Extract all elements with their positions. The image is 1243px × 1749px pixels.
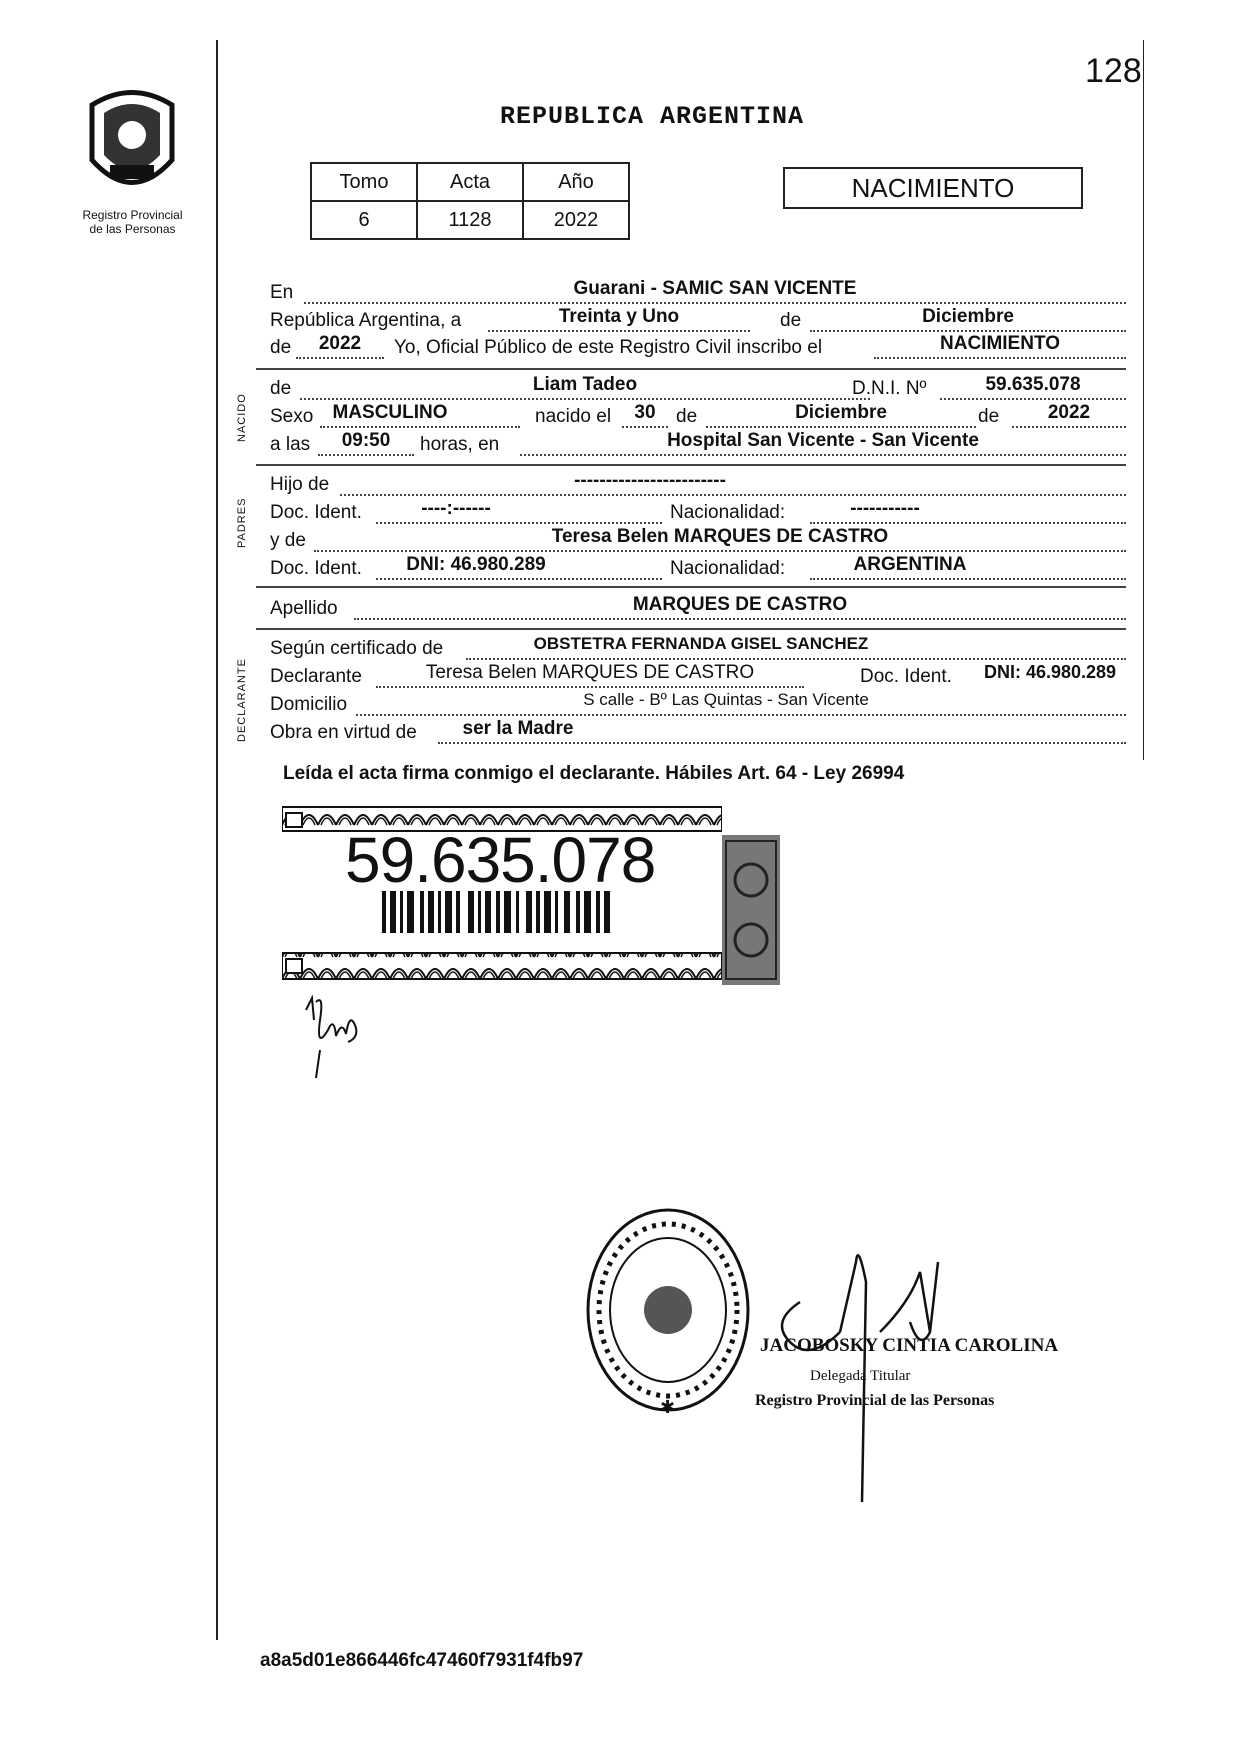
side-label-padres: PADRES [236, 497, 248, 548]
doc2-label: Doc. Ident. [270, 558, 362, 579]
document-title: REPUBLICA ARGENTINA [500, 102, 805, 131]
de2-label: de [270, 337, 292, 358]
de-label: de [270, 378, 292, 399]
sticker-number: 59.635.078 [345, 824, 656, 896]
registry-header-acta: Acta [417, 163, 523, 201]
sexo-label: Sexo [270, 406, 314, 427]
mother-doc: DNI: 46.980.289 [406, 554, 546, 575]
birth-month: Diciembre [795, 402, 887, 423]
row-doc2 [270, 554, 1130, 586]
inscribo-value: NACIMIENTO [940, 333, 1060, 354]
registry-header-anio: Año [523, 163, 629, 201]
cert-value: OBSTETRA FERNANDA GISEL SANCHEZ [533, 634, 869, 653]
year: 2022 [318, 333, 362, 354]
official-round-stamp [578, 1198, 758, 1433]
svg-text:✱: ✱ [660, 1397, 676, 1417]
nacido-el-label: nacido el [535, 406, 612, 427]
de-label: de [978, 406, 1000, 427]
father-name: ------------------------ [574, 470, 726, 491]
row-apellido [270, 594, 1130, 626]
sexo-value: MASCULINO [332, 402, 448, 423]
apellido-label: Apellido [270, 598, 338, 619]
logo-caption-line2: de las Personas [89, 222, 176, 236]
birth-time: 09:50 [341, 430, 391, 451]
de-label: de [780, 310, 802, 331]
doc1-label: Doc. Ident. [270, 502, 362, 523]
child-name: Liam Tadeo [532, 374, 638, 395]
signatory-role: Delegada Titular [810, 1368, 911, 1384]
nac1-label: Nacionalidad: [670, 502, 786, 523]
logo-caption [60, 208, 205, 236]
y-de-label: y de [270, 530, 306, 551]
province-logo [72, 85, 192, 205]
page-number: 128 [1085, 52, 1142, 90]
closing-note: Leída el acta firma conmigo el declarante. Hábiles Art. 64 - Ley 26994 [283, 763, 905, 784]
birth-year: 2022 [1047, 402, 1091, 423]
separator [256, 628, 1126, 630]
row-obra [270, 718, 1130, 750]
separator [256, 464, 1126, 466]
row-domicilio [270, 690, 1130, 722]
en-label: En [270, 282, 294, 303]
hologram-seal [722, 835, 782, 990]
birth-day: 30 [634, 402, 656, 423]
row-inscribo [270, 333, 1130, 365]
republica-label: República Argentina, a [270, 310, 462, 331]
day-words: Treinta y Uno [558, 306, 680, 327]
decl-doc-value: DNI: 46.980.289 [983, 662, 1117, 682]
record-type-box: NACIMIENTO [783, 167, 1083, 209]
obra-value: ser la Madre [462, 718, 574, 739]
dni-label: D.N.I. Nº [852, 378, 927, 399]
separator [256, 368, 1126, 370]
obra-label: Obra en virtud de [270, 722, 417, 743]
father-nationality: ----------- [850, 498, 920, 519]
cert-label: Según certificado de [270, 638, 444, 659]
hijo-label: Hijo de [270, 474, 330, 495]
oficial-text: Yo, Oficial Público de este Registro Civil inscribo el [394, 337, 823, 358]
signatory-org: Registro Provincial de las Personas [755, 1392, 995, 1409]
en-value: Guarani - SAMIC SAN VICENTE [573, 278, 857, 299]
side-label-declarante: DECLARANTE [236, 658, 248, 742]
father-doc: ----:------ [421, 498, 491, 519]
decl-doc-label: Doc. Ident. [860, 666, 952, 687]
horas-label: horas, en [420, 434, 500, 455]
de-label: de [676, 406, 698, 427]
left-margin-line [216, 40, 218, 1640]
registry-value-tomo: 6 [311, 201, 417, 239]
row-hora [270, 430, 1130, 462]
decl-label: Declarante [270, 666, 362, 687]
dom-value: S calle - Bº Las Quintas - San Vicente [583, 690, 869, 709]
registry-value-acta: 1128 [417, 201, 523, 239]
right-margin-line [1143, 40, 1144, 760]
nac2-label: Nacionalidad: [670, 558, 786, 579]
decl-value: Teresa Belen MARQUES DE CASTRO [425, 662, 755, 683]
mother-name: Teresa Belen MARQUES DE CASTRO [551, 526, 889, 547]
side-label-nacido: NACIDO [236, 393, 248, 442]
dom-label: Domicilio [270, 694, 348, 715]
mother-nationality: ARGENTINA [853, 554, 967, 575]
month: Diciembre [922, 306, 1014, 327]
child-dni: 59.635.078 [985, 374, 1081, 395]
birth-place: Hospital San Vicente - San Vicente [667, 430, 979, 451]
declarant-signature [298, 990, 388, 1085]
apellido-value: MARQUES DE CASTRO [632, 594, 848, 615]
separator [256, 586, 1126, 588]
registry-header-tomo: Tomo [311, 163, 417, 201]
registry-value-anio: 2022 [523, 201, 629, 239]
signatory-name: JACOBOSKY CINTIA CAROLINA [760, 1335, 1059, 1356]
document-hash: a8a5d01e866446fc47460f7931f4fb97 [260, 1650, 584, 1671]
a-las-label: a las [270, 434, 311, 455]
logo-caption-line1: Registro Provincial [82, 208, 183, 222]
registry-table [310, 162, 630, 240]
